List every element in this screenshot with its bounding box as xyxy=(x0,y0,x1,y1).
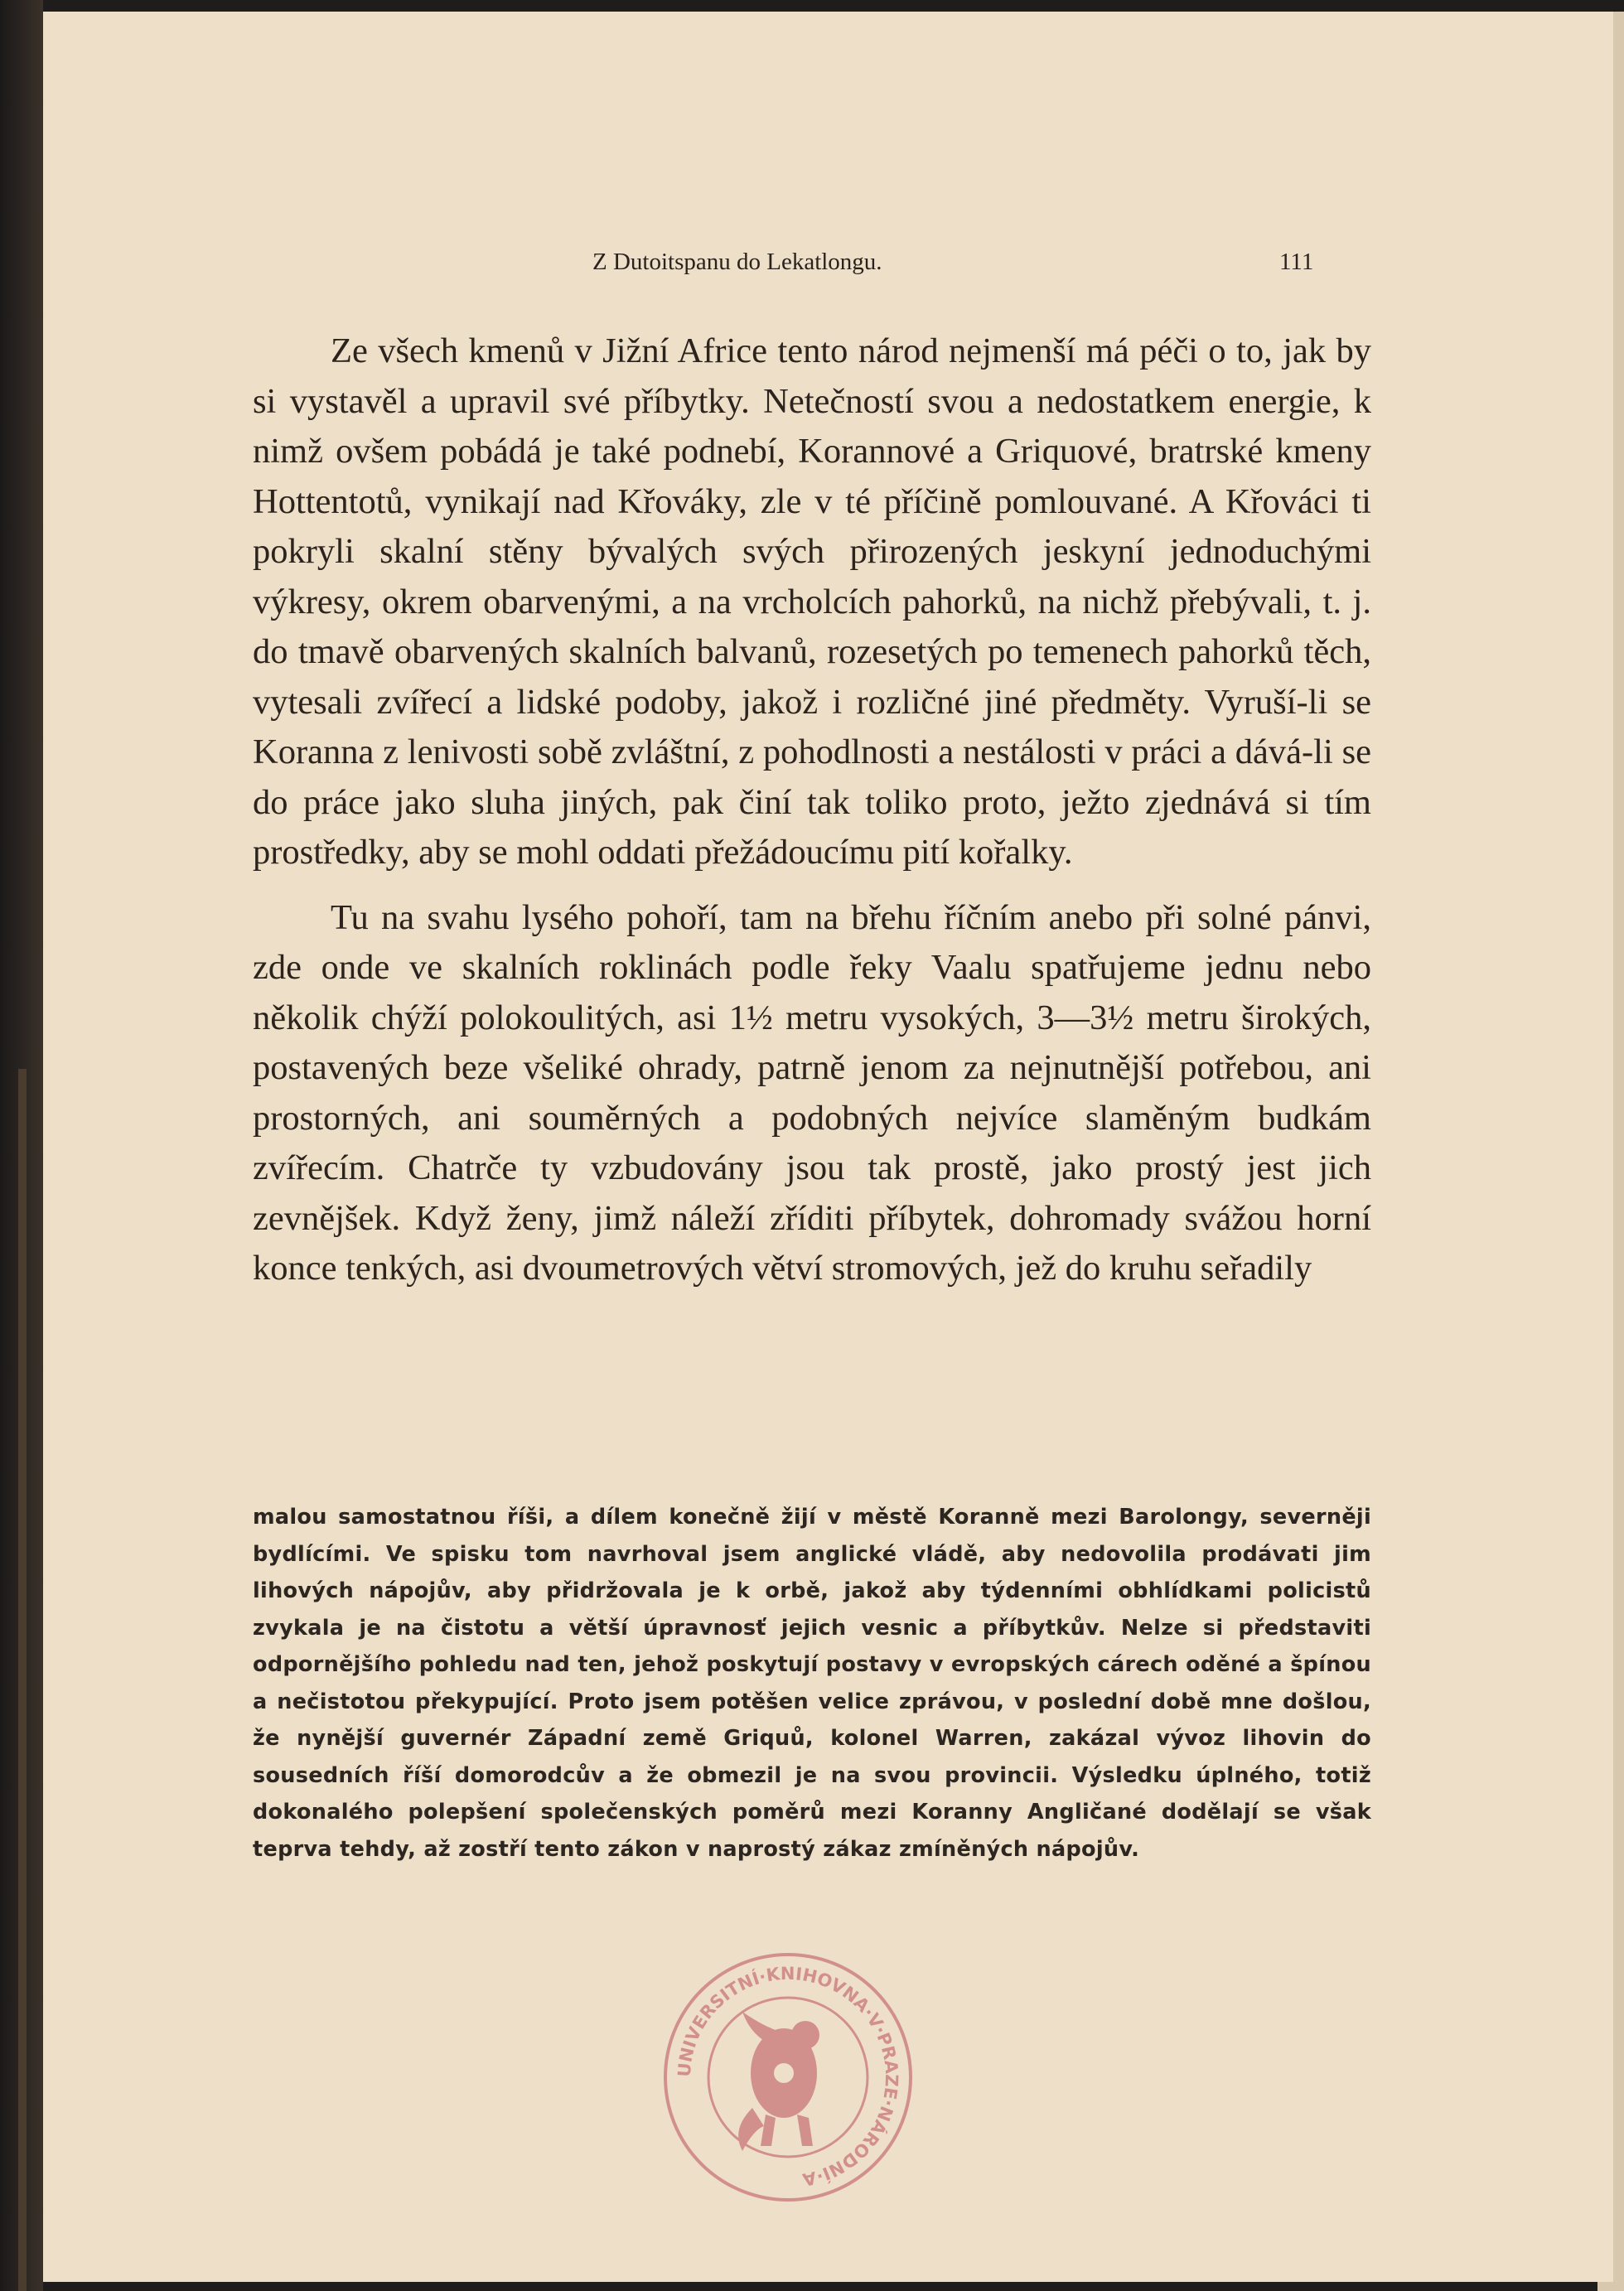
gutter-binding xyxy=(18,1069,27,2291)
running-title: Z Dutoitspanu do Lekatlongu. xyxy=(592,249,882,275)
paragraph-1: Ze všech kmenů v Jižní Africe tento národ nejmenší má péči o to, jak by si vystavěl a upravil své příbytky. Netečností svou a nedostatkem energie, k nimž ovšem pobádá je také podnebí, Korannové a Griquové, bratrské kmeny Hottentotů, vynikají nad Křováky, zle v té příčině pomlouvané. A Křováci ti pokryli skalní stěny bývalých svých přirozených jeskyní jednoduchými výkresy, okrem obarvenými, a na vrcholcích pahorků, na nichž přebývali, t. j. do tmavě obarvených skalních balvanů, rozesetých po temenech pahorků těch, vytesali zvířecí a lidské podoby, jakož i rozličné jiné předměty. Vyruší-li se Koranna z lenivosti sobě zvláštní, z pohodlnosti a nestálosti v práci a dává-li se do práce jako sluha jiných, pak činí tak toliko proto, ježto zjednává si tím prostředky, aby se mohl oddati přežádoucímu pití kořalky. xyxy=(253,331,1371,872)
book-gutter xyxy=(0,0,43,2291)
footnote-text: malou samostatnou říši, a dílem konečně žijí v městě Koranně mezi Barolongy, severněji bydlícími. Ve spisku tom navrhoval jsem anglické vládě, aby nedovolila prodávati jim lihových nápojův, aby přidržovala je k orbě, jakož aby týdenními obhlídkami policistů zvykala je na čistotu a větší úpravnosť jejich vesnic a příbytkův. Nelze si představiti odpornějšího pohledu nad ten, jehož poskytují postavy v evropských cárech oděné a špínou a nečistotou překypující. Proto jsem potěšen velice zprávou, v poslední době mne došlou, že nynější guvernér Západní země Griquů, kolonel Warren, zakázal vývoz lihovin do sousedních říší domorodcův a že obmezil je na svou provincii. Výsledku úplného, totiž dokonalého polepšení společenských poměrů mezi Koranny Angličané dodělají se však teprva tehdy, až zostří tento zákon v naprostý zákaz zmíněných nápojův. xyxy=(253,1505,1371,1862)
library-stamp-icon xyxy=(660,1949,916,2206)
stamp-text: UNIVERSITNÍ·KNIHOVNA·V·PRAZE·NÁRODNÍ·A xyxy=(674,1963,902,2190)
page-number: 111 xyxy=(1279,249,1314,275)
book-page xyxy=(43,12,1613,2282)
page-header xyxy=(43,249,1613,282)
footnote xyxy=(253,1499,1371,1868)
stamp-center-mark xyxy=(774,2063,794,2083)
paragraph-2: Tu na svahu lysého pohoří, tam na břehu říčním anebo při solné pánvi, zde onde ve skalních roklinách podle řeky Vaalu spatřujeme jednu nebo několik chýží polokoulitých, asi 1½ metru vysokých, 3—3½ metru širokých, postavených beze všeliké ohrady, patrně jenom za nejnutnější potřebou, ani prostorných, ani souměrných a podobných nejvíce slaměným budkám zvířecím. Chatrče ty vzbudovány jsou tak prostě, jako prostý jest jich zevnějšek. Když ženy, jimž náleží zříditi příbytek, dohromady svážou horní konce tenkých, asi dvoumetrových větví stromových, jež do kruhu seřadily xyxy=(253,897,1371,1288)
main-text xyxy=(253,326,1371,1294)
